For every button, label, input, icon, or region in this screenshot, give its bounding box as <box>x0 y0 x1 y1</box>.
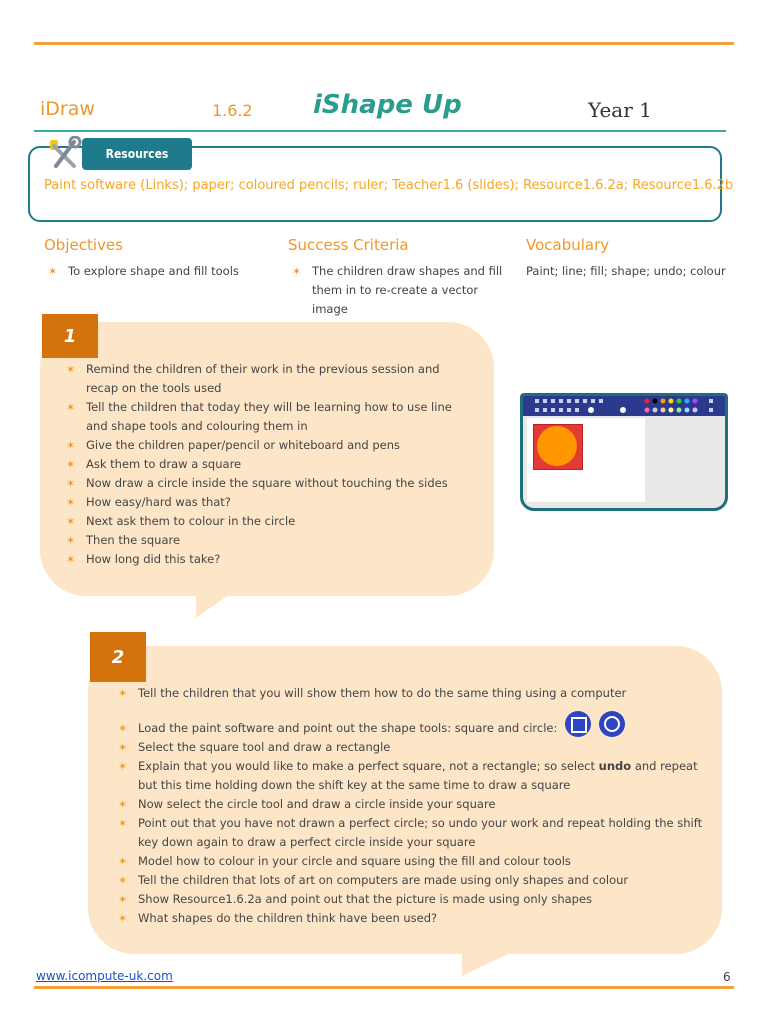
page-number: 6 <box>723 970 731 984</box>
list-item: ✶ Now select the circle tool and draw a circle inside your square <box>116 795 706 814</box>
bottom-rule <box>34 986 734 989</box>
objectives-list <box>46 262 266 281</box>
list-item: ✶ Next ask them to colour in the circle <box>64 512 464 531</box>
list-item: ✶ Tell the children that lots of art on computers are made using only shapes and colour <box>116 871 706 890</box>
page-title: iShape Up <box>313 90 462 120</box>
course-name: iDraw <box>40 98 95 120</box>
circle-tool-icon <box>599 711 625 737</box>
section1-list <box>64 360 464 569</box>
list-item: ✶ Model how to colour in your circle and square using the fill and colour tools <box>116 852 706 871</box>
tools-icon <box>44 136 84 172</box>
header-rule <box>34 130 726 132</box>
resources-label: Resources <box>82 138 192 170</box>
list-item: ✶ Select the square tool and draw a rectangle <box>116 738 706 757</box>
lesson-code: 1.6.2 <box>212 101 253 120</box>
list-item: ✶ Remind the children of their work in the previous session and recap on the tools used <box>64 360 464 398</box>
year-label: Year 1 <box>588 98 652 122</box>
list-item: ✶ Show Resource1.6.2a and point out that the picture is made using only shapes <box>116 890 706 909</box>
list-item <box>116 757 706 795</box>
success-heading: Success Criteria <box>288 236 409 254</box>
list-item: ✶ Tell the children that today they will be learning how to use line and shape tools and colouring them in <box>64 398 464 436</box>
list-item <box>116 719 706 738</box>
section1-tail <box>196 594 230 618</box>
list-item: ✶ Then the square <box>64 531 464 550</box>
list-item: ✶ Tell the children that you will show them how to do the same thing using a computer <box>116 684 706 703</box>
orange-circle <box>537 426 577 466</box>
resources-text: Paint software (Links); paper; coloured pencils; ruler; Teacher1.6 (slides); Resource1.6.2a; Resource1.6.2b <box>44 178 734 193</box>
top-rule <box>34 42 734 45</box>
section2-tail <box>462 952 512 976</box>
list-item: ✶ Give the children paper/pencil or whiteboard and pens <box>64 436 464 455</box>
paint-toolbar <box>523 396 725 416</box>
list-item: ✶ To explore shape and fill tools <box>46 262 266 281</box>
vocabulary-text: Paint; line; fill; shape; undo; colour <box>526 264 726 278</box>
section2-list <box>116 684 706 928</box>
paint-app-screenshot <box>520 393 728 511</box>
list-item: ✶ The children draw shapes and fill them in to re-create a vector image <box>290 262 510 319</box>
vocabulary-heading: Vocabulary <box>526 236 610 254</box>
section2-number: 2 <box>90 632 146 682</box>
list-item: ✶ How long did this take? <box>64 550 464 569</box>
list-item: ✶ How easy/hard was that? <box>64 493 464 512</box>
success-list <box>290 262 510 319</box>
list-item-text: Load the paint software and point out the shape tools: square and circle: <box>138 721 558 735</box>
paint-canvas <box>527 418 645 502</box>
square-tool-icon <box>565 711 591 737</box>
list-item: ✶ Point out that you have not drawn a perfect circle; so undo your work and repeat holding the shift key down again to draw a perfect circle inside your square <box>116 814 706 852</box>
list-item: ✶ What shapes do the children think have been used? <box>116 909 706 928</box>
footer-link[interactable]: www.icompute-uk.com <box>36 969 173 983</box>
list-item-text: Explain that you would like to make a perfect square, not a rectangle; so select <box>138 759 595 773</box>
objectives-heading: Objectives <box>44 236 123 254</box>
list-item: ✶ Now draw a circle inside the square without touching the sides <box>64 474 464 493</box>
list-item: ✶ Ask them to draw a square <box>64 455 464 474</box>
list-item-text-cont: and repeat but this time holding down the shift key at the same time to draw a square <box>138 759 698 792</box>
section1-number: 1 <box>42 314 98 358</box>
undo-keyword: undo <box>598 759 632 773</box>
